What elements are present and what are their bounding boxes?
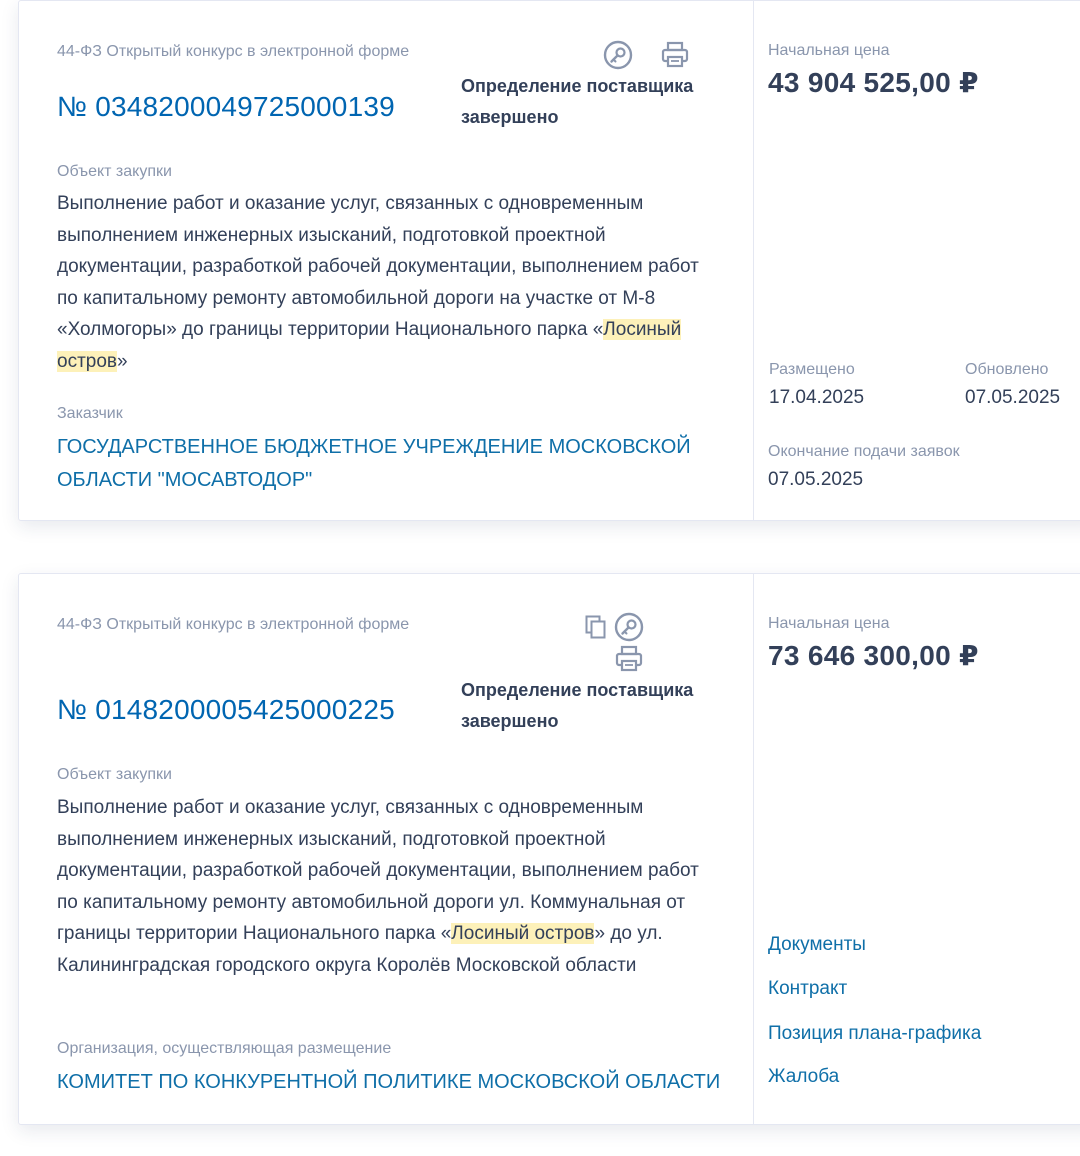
purchase-status: Определение поставщика завершено <box>461 76 694 127</box>
price-label: Начальная цена <box>768 42 890 59</box>
price-value: 43 904 525,00 ₽ <box>768 67 979 98</box>
contract-link[interactable]: Контракт <box>768 978 848 999</box>
object-label: Объект закупки <box>57 163 172 180</box>
updated-date: 07.05.2025 <box>965 387 1061 408</box>
purchase-number-link[interactable]: № 0148200005425000225 <box>57 694 395 725</box>
purchase-card-1 <box>18 0 1080 521</box>
object-description: Выполнение работ и оказание услуг, связанных с одновременным выполнением инженерных изысканий, подготовкой проектной документации, разработкой рабочей документации, выполнением работ по капитальному ремонту автомобильной дороги на участке от М-8 «Холмогоры» до границы территории Национального парка «Лосиный остров» <box>57 193 699 372</box>
posted-date: 17.04.2025 <box>769 387 865 408</box>
printer-icon[interactable] <box>661 41 689 69</box>
deadline-date: 07.05.2025 <box>768 469 864 490</box>
posted-label: Размещено <box>769 361 855 378</box>
card-divider <box>753 1 754 520</box>
complaint-link[interactable]: Жалоба <box>768 1066 840 1087</box>
purchase-number-link[interactable]: № 0348200049725000139 <box>57 91 395 122</box>
updated-label: Обновлено <box>965 361 1049 378</box>
purchase-status: Определение поставщика завершено <box>461 680 694 731</box>
procedure-type: 44-ФЗ Открытый конкурс в электронной форме <box>57 616 410 633</box>
key-circle-icon[interactable] <box>614 612 644 642</box>
deadline-label: Окончание подачи заявок <box>768 443 960 460</box>
purchase-card-2 <box>18 573 1080 1125</box>
customer-link[interactable]: ГОСУДАРСТВЕННОЕ БЮДЖЕТНОЕ УЧРЕЖДЕНИЕ МОСКОВСКОЙ ОБЛАСТИ "МОСАВТОДОР" <box>57 436 691 491</box>
card-divider <box>753 574 754 1124</box>
search-highlight: Лосиный остров <box>451 923 595 945</box>
object-description: Выполнение работ и оказание услуг, связанных с одновременным выполнением инженерных изысканий, подготовкой проектной документации, разработкой рабочей документации, выполнением работ по капитальному ремонту автомобильной дороги ул. Коммунальная от границы территории Национального парка «Лосиный остров» до ул. Калининградская городского округа Королёв Московской области <box>57 797 699 976</box>
customer-label: Заказчик <box>57 405 123 422</box>
customer-label: Организация, осуществляющая размещение <box>57 1040 392 1057</box>
object-label: Объект закупки <box>57 766 172 783</box>
plan-position-link[interactable]: Позиция плана-графика <box>768 1023 982 1044</box>
key-circle-icon[interactable] <box>603 40 633 70</box>
customer-link[interactable]: КОМИТЕТ ПО КОНКУРЕНТНОЙ ПОЛИТИКЕ МОСКОВСКОЙ ОБЛАСТИ <box>57 1071 721 1093</box>
price-value: 73 646 300,00 ₽ <box>768 640 979 671</box>
procedure-type: 44-ФЗ Открытый конкурс в электронной форме <box>57 43 410 60</box>
search-highlight: Лосиный остров <box>57 319 682 372</box>
price-label: Начальная цена <box>768 615 890 632</box>
documents-link[interactable]: Документы <box>768 934 866 955</box>
printer-icon[interactable] <box>615 645 643 673</box>
copy-icon[interactable] <box>585 615 607 639</box>
